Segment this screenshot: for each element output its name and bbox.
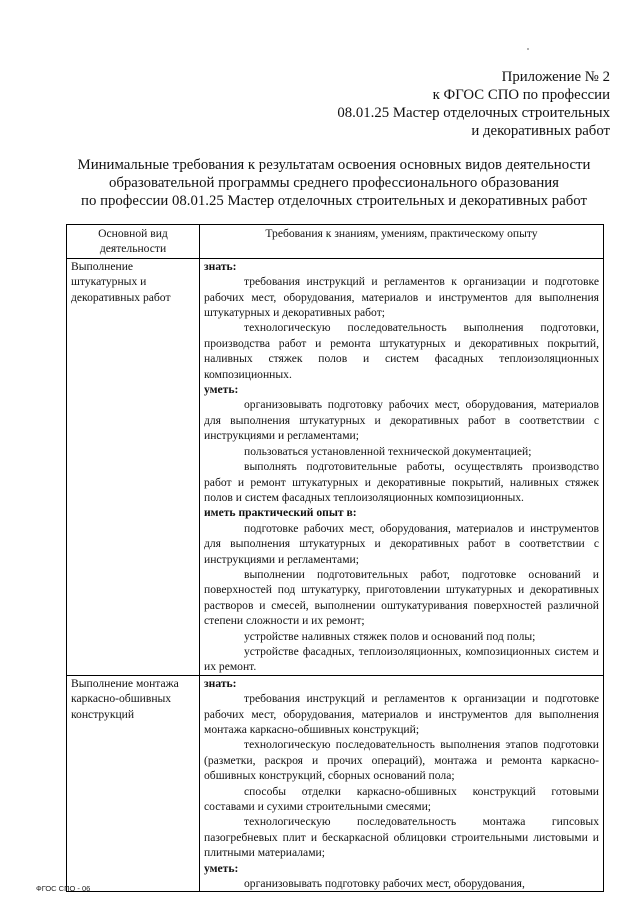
annex-line: 08.01.25 Мастер отделочных строительных	[337, 105, 610, 121]
annex-line: и декоративных работ	[471, 123, 610, 139]
able-label: уметь:	[204, 861, 239, 875]
header-requirements: Требования к знаниям, умениям, практическому опыту	[200, 225, 604, 259]
know-label: знать:	[204, 676, 237, 690]
requirement-item: устройстве фасадных, теплоизоляционных, композиционных систем и их ремонт.	[204, 644, 599, 674]
requirement-item: выполнении подготовительных работ, подготовке оснований и поверхностей под штукатурку, приготовлении штукатурных и декоративных растворов и смесей, выполнении оштукатуривания поверхностей различной степени сложности и их ремонт;	[204, 567, 599, 628]
title-line: Минимальные требования к результатам освоения основных видов деятельности	[77, 157, 591, 173]
document-title	[50, 156, 618, 210]
activity-cell: Выполнение штукатурных и декоративных работ	[67, 258, 200, 675]
scan-speck	[527, 48, 529, 50]
requirement-item: подготовке рабочих мест, оборудования, материалов и инструментов для выполнения штукатурных и декоративных работ в соответствии с инструкциями и регламентами;	[204, 521, 599, 566]
requirement-item: технологическую последовательность выполнения этапов подготовки (разметки, раскроя и прочих операций), монтажа и ремонта каркасно-обшивных конструкций, сборных оснований пола;	[204, 738, 599, 783]
know-label: знать:	[204, 259, 237, 273]
requirement-item: организовывать подготовку рабочих мест, оборудования, материалов для выполнения штукатурных и декоративных работ в соответствии с инструкциями и регламентами;	[204, 398, 599, 443]
requirements-table	[66, 224, 604, 892]
requirement-item: требования инструкций и регламентов к организации и подготовке рабочих мест, оборудования, материалов и инструментов для выполнения штукатурных и декоративных работ;	[204, 275, 599, 320]
requirement-item: технологическую последовательность монтажа гипсовых пазогребневых плит и бескаркасной облицовки строительными листовыми и плитными материалами;	[204, 815, 599, 860]
table-row	[67, 258, 604, 675]
able-label: уметь:	[204, 383, 239, 397]
requirement-item: организовывать подготовку рабочих мест, оборудования,	[244, 877, 525, 891]
page-footer: ФГОС СПО - 06	[36, 884, 91, 893]
requirements-cell	[200, 675, 604, 892]
requirement-item: требования инструкций и регламентов к организации и подготовке рабочих мест, оборудования, материалов и инструментов для выполнения монтажа каркасно-обшивных конструкций;	[204, 692, 599, 736]
requirements-cell	[200, 258, 604, 675]
requirement-item: способы отделки каркасно-обшивных конструкций готовыми составами и сухими строительными смесями;	[204, 784, 599, 814]
table-header-row	[67, 225, 604, 259]
requirement-item: пользоваться установленной технической документацией;	[244, 444, 532, 458]
annex-header	[337, 68, 610, 140]
title-line: по профессии 08.01.25 Мастер отделочных строительных и декоративных работ	[81, 193, 587, 209]
experience-label: иметь практический опыт в:	[204, 506, 357, 520]
title-line: образовательной программы среднего профессионального образования	[108, 175, 559, 191]
annex-line: Приложение № 2	[501, 69, 610, 85]
activity-cell: Выполнение монтажа каркасно-обшивных конструкций	[67, 675, 200, 892]
header-activity: Основной вид деятельности	[67, 225, 200, 259]
annex-line: к ФГОС СПО по профессии	[432, 87, 610, 103]
table-row	[67, 675, 604, 892]
requirement-item: технологическую последовательность выполнения подготовки, производства работ и ремонта штукатурных и декоративных покрытий, наливных стяжек полов и систем фасадных теплоизоляционных композиционных.	[204, 321, 599, 381]
requirement-item: устройстве наливных стяжек полов и оснований под полы;	[244, 629, 536, 643]
requirement-item: выполнять подготовительные работы, осуществлять производство работ и ремонт штукатурных и декоративные покрытий, наливных стяжек полов и систем фасадных теплоизоляционных композиционных.	[204, 460, 599, 504]
